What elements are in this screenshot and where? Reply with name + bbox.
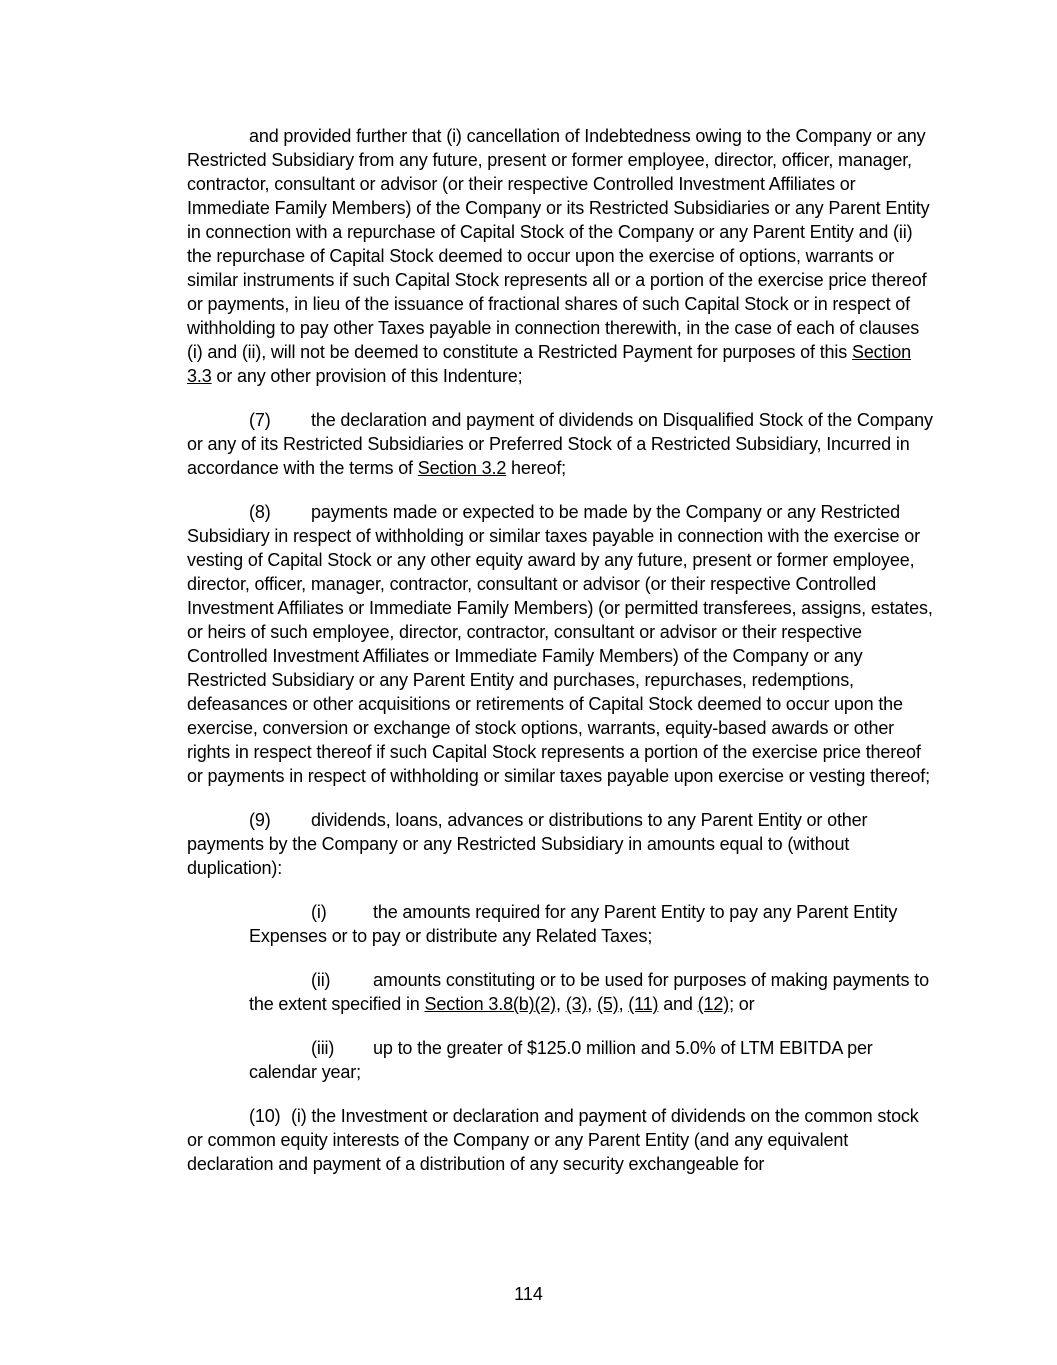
clause-8 <box>187 500 939 788</box>
separator: , <box>587 994 597 1014</box>
clause-number: (7) <box>249 410 271 430</box>
document-body <box>187 124 939 1196</box>
clause-reference-link[interactable]: (11) <box>628 994 659 1014</box>
separator: and <box>658 994 698 1014</box>
clause-text: hereof; <box>506 458 567 478</box>
clause-10 <box>187 1104 939 1176</box>
clause-7 <box>187 408 939 480</box>
subclause-number: (iii) <box>311 1038 335 1058</box>
separator: , <box>618 994 629 1014</box>
clause-reference-link[interactable]: (5) <box>597 994 619 1014</box>
clause-reference-link[interactable]: (12) <box>697 994 730 1014</box>
subclause-text: amounts constituting or to be used for purposes of making payments to the extent specified in <box>249 970 929 1014</box>
section-reference-link[interactable]: Section 3.3 <box>187 342 911 386</box>
clause-number: (8) <box>249 502 271 522</box>
subclause-number: (i) <box>311 902 327 922</box>
paragraph-text: or any other provision of this Indenture; <box>211 366 523 386</box>
page-number: 114 <box>514 1284 543 1304</box>
subclause-number: (ii) <box>311 970 331 990</box>
subclause-9-i <box>249 900 939 948</box>
paragraph-text: and provided further that (i) cancellation of Indebtedness owing to the Company or any Restricted Subsidiary from any future, present or former employee, director, officer, manager, contractor, consultant or advisor (or their respective Controlled Investment Affiliates or Immediate Family Members) of the Company or its Restricted Subsidiaries or any Parent Entity in connection with a repurchase of Capital Stock of the Company or any Parent Entity and (ii) the repurchase of Capital Stock deemed to occur upon the exercise of options, warrants or similar instruments if such Capital Stock represents all or a portion of the exercise price thereof or payments, in lieu of the issuance of fractional shares of such Capital Stock or in respect of withholding to pay other Taxes payable in connection therewith, in the case of each of clauses (i) and (ii), will not be deemed to constitute a Restricted Payment for purposes of this <box>187 126 930 362</box>
clause-number: (9) <box>249 810 271 830</box>
clause-text: dividends, loans, advances or distributions to any Parent Entity or other payments by the Company or any Restricted Subsidiary in amounts equal to (without duplication): <box>187 810 868 878</box>
subclause-text: up to the greater of $125.0 million and 5.0% of LTM EBITDA per calendar year; <box>249 1038 873 1082</box>
subclause-text: the amounts required for any Parent Entity to pay any Parent Entity Expenses or to pay or distribute any Related Taxes; <box>249 902 898 946</box>
section-reference-link[interactable]: Section 3.2 <box>417 458 507 478</box>
clause-text: the declaration and payment of dividends on Disqualified Stock of the Company or any of its Restricted Subsidiaries or Preferred Stock of a Restricted Subsidiary, Incurred in accordance with the terms of <box>187 410 933 478</box>
clause-text: payments made or expected to be made by the Company or any Restricted Subsidiary in respect of withholding or similar taxes payable in connection with the exercise or vesting of Capital Stock or any other equity award by any future, present or former employee, director, officer, manager, contractor, consultant or advisor (or their respective Controlled Investment Affiliates or Immediate Family Members) (or permitted transferees, assigns, estates, or heirs of such employee, director, contractor, consultant or advisor or their respective Controlled Investment Affiliates or Immediate Family Members) of the Company or any Restricted Subsidiary or any Parent Entity and purchases, repurchases, redemptions, defeasances or other acquisitions or retirements of Capital Stock deemed to occur upon the exercise, conversion or exchange of stock options, warrants, equity-based awards or other rights in respect thereof if such Capital Stock represents a portion of the exercise price thereof or payments in respect of withholding or similar taxes payable upon exercise or vesting thereof; <box>187 502 933 786</box>
subclause-9-iii <box>249 1036 939 1084</box>
clause-text: (i) the Investment or declaration and payment of dividends on the common stock or common equity interests of the Company or any Parent Entity (and any equivalent declaration and payment of a distribution of any security exchangeable for <box>187 1106 919 1174</box>
clause-reference-link[interactable]: (3) <box>565 994 588 1014</box>
subclause-text: ; or <box>729 994 755 1014</box>
clause-number: (10) <box>249 1106 281 1126</box>
subclause-9-ii <box>249 968 939 1016</box>
section-reference-link[interactable]: Section 3.8(b)(2) <box>424 994 557 1014</box>
clause-9 <box>187 808 939 880</box>
paragraph-intro <box>187 124 939 388</box>
separator: , <box>556 994 566 1014</box>
